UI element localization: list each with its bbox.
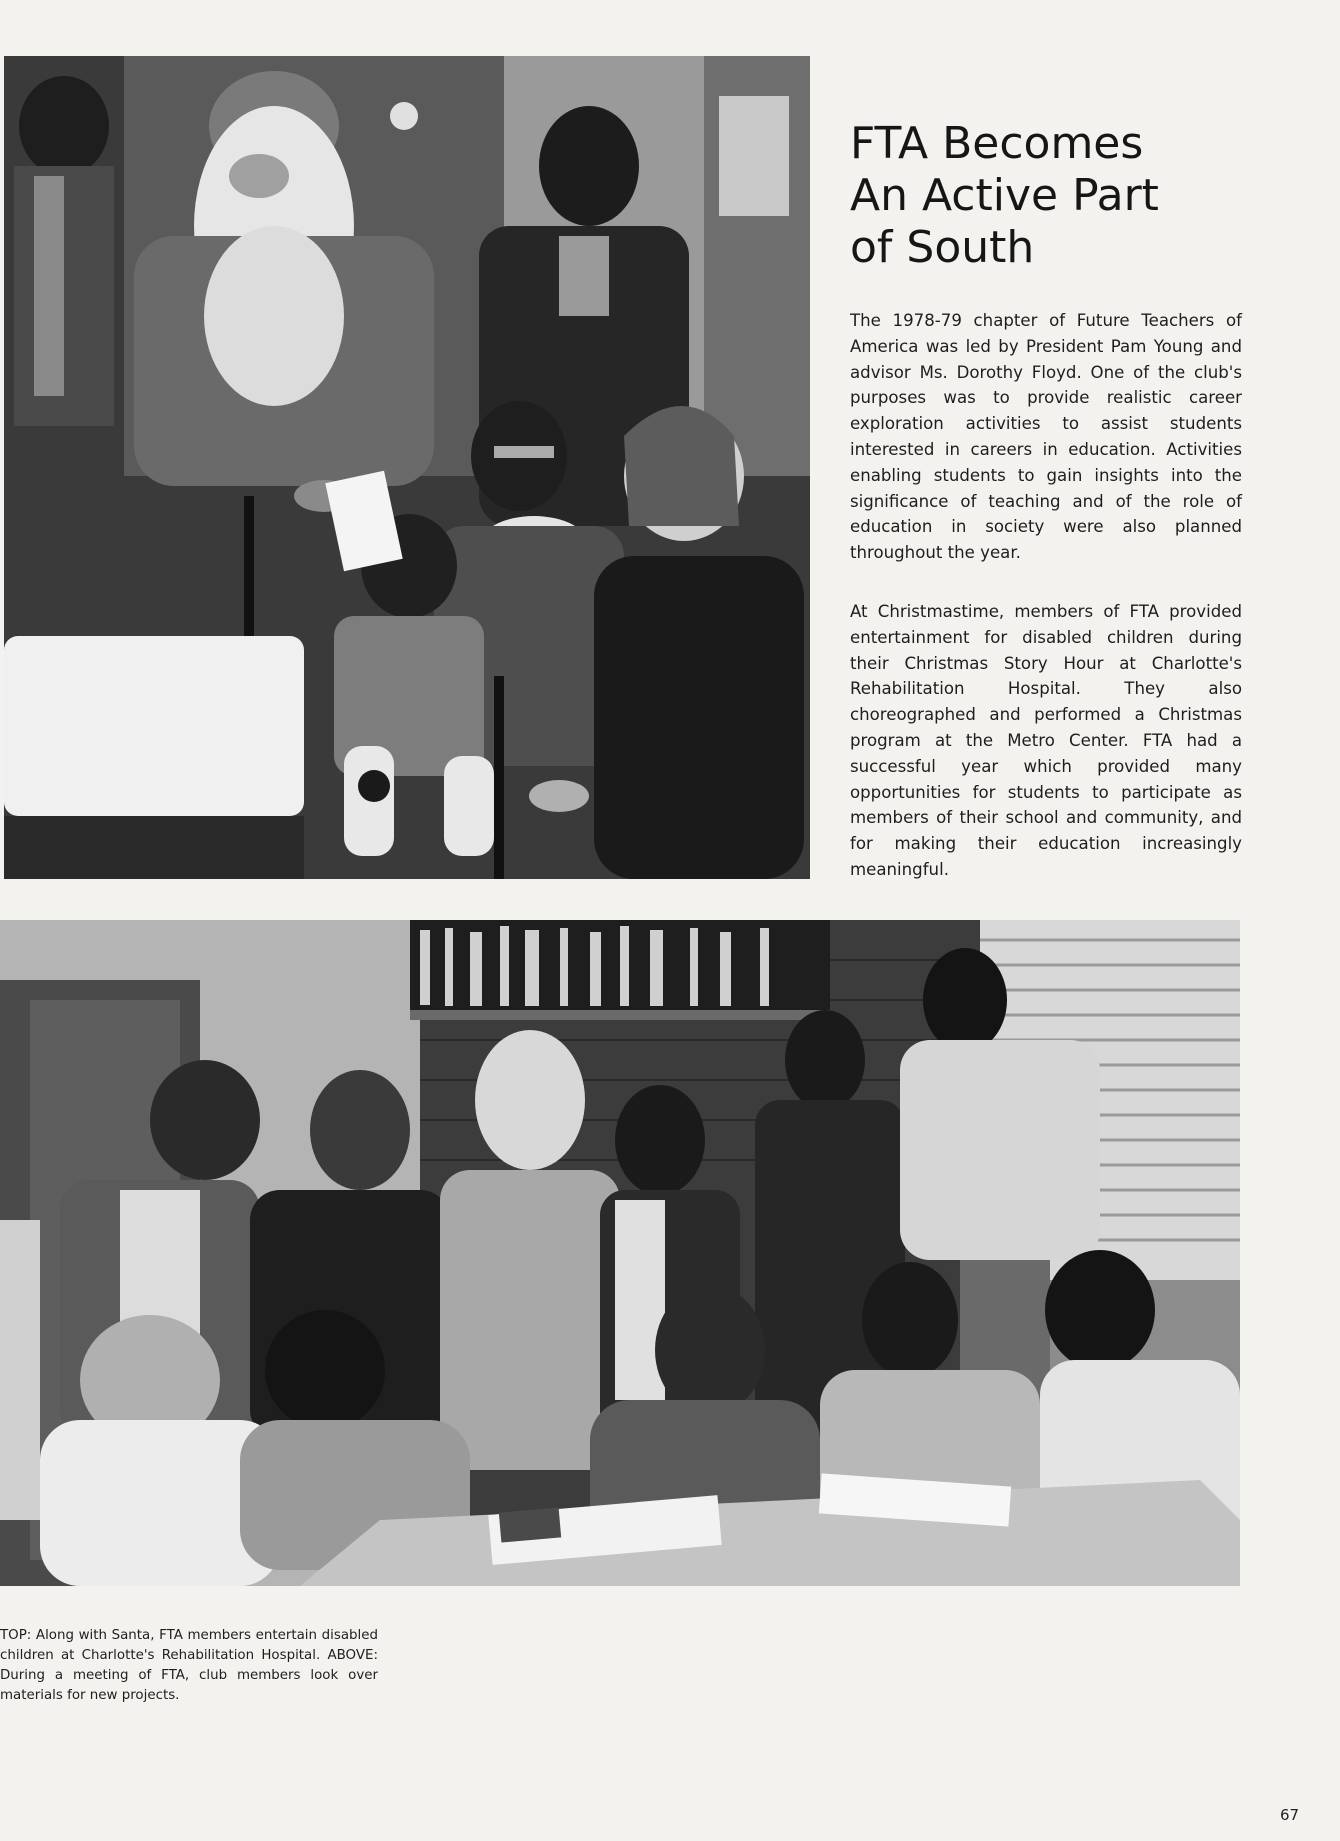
page-number: 67 [1280, 1806, 1300, 1824]
article-headline: FTA Becomes An Active Part of South [850, 118, 1159, 273]
photo-fta-meeting-image [0, 920, 1240, 1586]
photo-santa-hospital-image [4, 56, 810, 879]
photo-fta-meeting [0, 920, 1240, 1586]
article-paragraph: The 1978-79 chapter of Future Teachers of America was led by President Pam Young and advisor Ms. Dorothy Floyd. One of the club's purposes was to provide realistic career exploration activities to assist students interested in careers in education. Activities enabling students to gain insights into the significance of teaching and of the role of education in society were also planned throughout the year. [850, 311, 1242, 563]
article-paragraph: At Christmastime, members of FTA provided entertainment for disabled children during their Christmas Story Hour at Charlotte's Rehabilitation Hospital. They also choreographed and performed a Christmas program at the Metro Center. FTA had a successful year which provided many opportunities for students to participate as members of their school and community, and for making their education increasingly meaningful. [850, 602, 1242, 879]
photo-santa-hospital [4, 56, 810, 879]
photo-caption: TOP: Along with Santa, FTA members entertain disabled children at Charlotte's Rehabilitation Hospital. ABOVE: During a meeting of FTA, club members look over materials for new projects. [0, 1628, 378, 1703]
